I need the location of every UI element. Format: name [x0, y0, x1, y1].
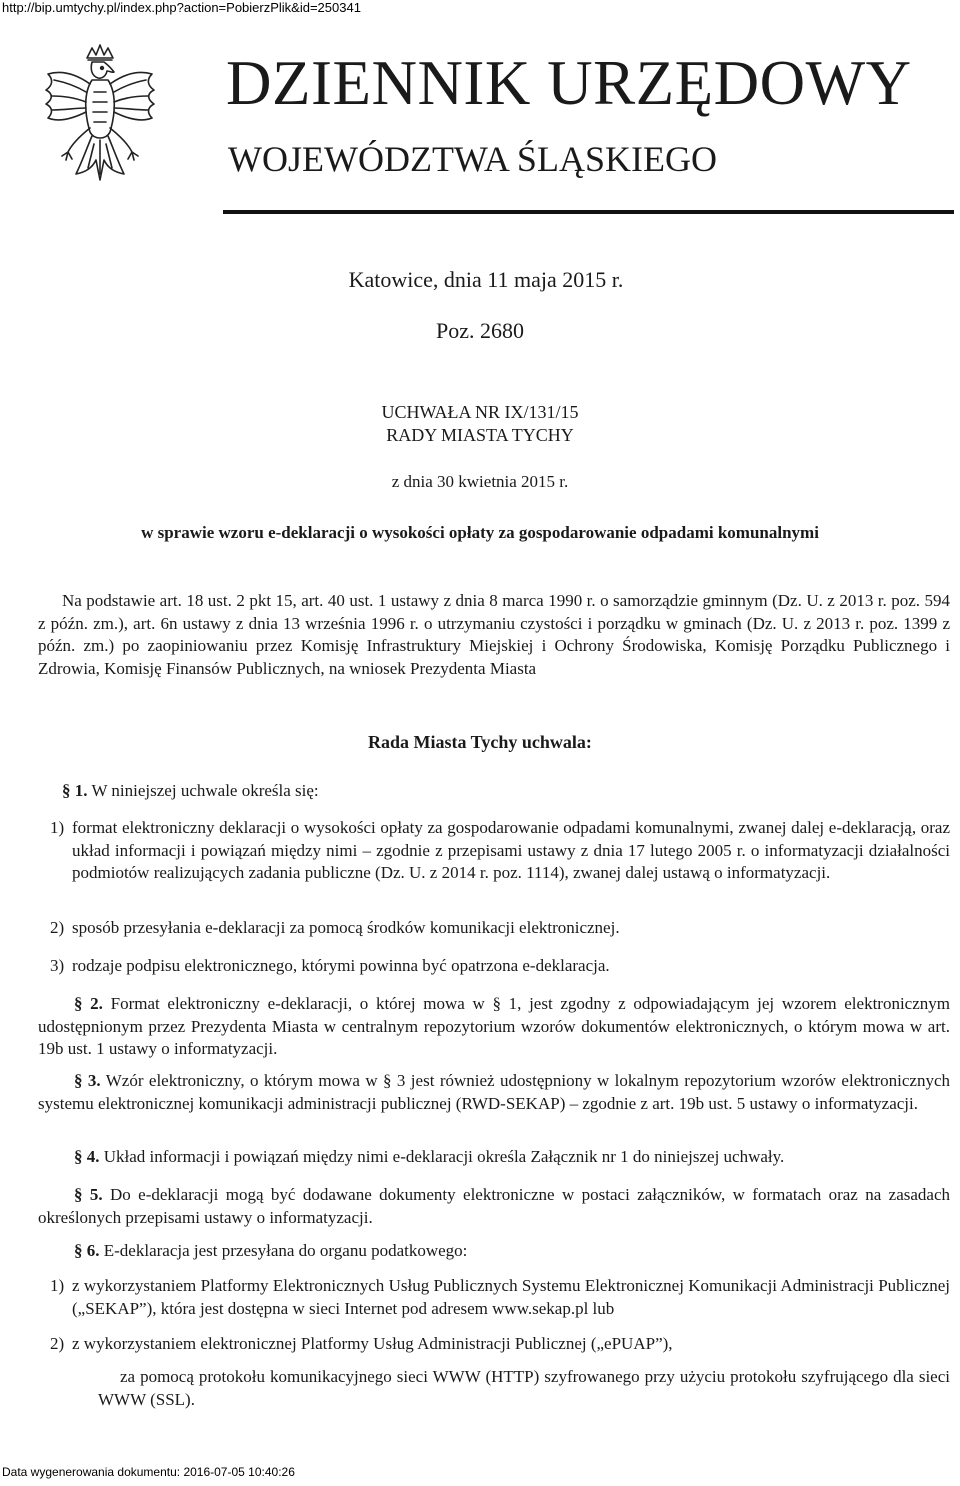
section-3 [38, 1070, 950, 1115]
journal-subtitle: WOJEWÓDZTWA ŚLĄSKIEGO [228, 139, 717, 179]
legal-basis: Na podstawie art. 18 ust. 2 pkt 15, art. 40 ust. 1 ustawy z dnia 8 marca 1990 r. o samorządzie gminnym (Dz. U. z 2013 r. poz. 594 z późn. zm.), art. 6n ustawy z dnia 13 września 1996 r. o utrzymaniu czystości i porządku w gminach (Dz. U. z 2013 r. poz. 1399 z późn. zm.) po zaopiniowaniu przez Komisję Infrastruktury Miejskiej i Ochrony Środowiska, Komisję Porządku Publicznego i Zdrowia, Komisję Finansów Publicznych, na wniosek Prezydenta Miasta [38, 591, 950, 678]
section-6-text: E-deklaracja jest przesyłana do organu podatkowego: [99, 1241, 468, 1260]
resolution-date: z dnia 30 kwietnia 2015 r. [391, 472, 569, 491]
resolution-subject: w sprawie wzoru e-deklaracji o wysokości opłaty za gospodarowanie odpadami komunalnymi [141, 523, 819, 542]
section-6 [38, 1240, 950, 1263]
section-6-continuation: za pomocą protokołu komunikacyjnego sieci WWW (HTTP) szyfrowanego przy użyciu protokołu szyfrującego dla sieci WWW (SSL). [98, 1367, 950, 1409]
journal-title: DZIENNIK URZĘDOWY [226, 48, 912, 118]
list-item [50, 817, 950, 885]
position-number: Poz. 2680 [436, 318, 524, 343]
source-url: http://bip.umtychy.pl/index.php?action=PobierzPlik&id=250341 [2, 0, 361, 15]
section-2 [38, 993, 950, 1061]
section-1-mark: § 1. [62, 781, 88, 800]
section-2-text: Format elektroniczny e-deklaracji, o której mowa w § 1, jest zgodny z odpowiadającym jej wzorem elektronicznym udostępnionym przez Prezydenta Miasta w centralnym repozytorium wzorów dokumentów elektronicznych, o którym mowa w art. 19b ust. 1 ustawy o informatyzacji. [38, 994, 950, 1058]
list-item [50, 1275, 950, 1320]
section-5-text: Do e-deklaracji mogą być dodawane dokumenty elektroniczne w postaci załączników, w formatach oraz na zasadach określonych przepisami ustawy o informatyzacji. [38, 1185, 951, 1227]
list-item [50, 917, 950, 940]
section-3-text: Wzór elektroniczny, o którym mowa w § 3 jest również udostępniony w lokalnym repozytorium wzorów elektronicznych systemu elektronicznej komunikacji administracji publicznej (RWD-SEKAP) – zgodnie z art. 19b ust. 5 ustawy o informatyzacji. [38, 1071, 950, 1113]
section-3-mark: § 3. [74, 1071, 101, 1090]
list-item-number: 1) [50, 818, 65, 837]
dateline: Katowice, dnia 11 maja 2015 r. [348, 267, 624, 292]
section-4-text: Układ informacji i powiązań między nimi e-deklaracji określa Załącznik nr 1 do niniejszej uchwały. [99, 1147, 785, 1166]
section-5-mark: § 5. [74, 1185, 103, 1204]
list-item [50, 955, 950, 978]
section-4-mark: § 4. [74, 1147, 100, 1166]
header-divider [223, 210, 954, 214]
list-item-text: z wykorzystaniem elektronicznej Platformy Usług Administracji Publicznej („ePUAP”), [72, 1334, 673, 1353]
list-item-number: 3) [50, 956, 65, 975]
list-item-text: format elektroniczny deklaracji o wysokości opłaty za gospodarowanie odpadami komunalnymi, zwanej dalej e-deklaracją, oraz układ informacji i powiązań między nimi – zgodnie z przepisami ustawy z dnia 17 lutego 2005 r. o informatyzacji działalności podmiotów realizujących zadania publiczne (Dz. U. z 2014 r. poz. 1114), zwanej dalej ustawą o informatyzacji. [72, 818, 950, 882]
list-item-text: sposób przesyłania e-deklaracji za pomocą środków komunikacji elektronicznej. [72, 918, 620, 937]
generation-date: Data wygenerowania dokumentu: 2016-07-05 10:40:26 [2, 1465, 295, 1479]
list-item-text: rodzaje podpisu elektronicznego, którymi powinna być opatrzona e-deklaracja. [72, 956, 610, 975]
resolution-title-line1: UCHWAŁA NR IX/131/15 [381, 402, 579, 422]
section-2-mark: § 2. [74, 994, 103, 1013]
resolution-title-line2: RADY MIASTA TYCHY [386, 425, 574, 445]
council-resolves: Rada Miasta Tychy uchwala: [368, 732, 592, 752]
section-4 [38, 1146, 950, 1169]
list-item-text: z wykorzystaniem Platformy Elektronicznych Usług Publicznych Systemu Elektronicznej Komunikacji Administracji Publicznej („SEKAP”), która jest dostępna w sieci Internet pod adresem www.sekap.pl lub [72, 1276, 950, 1318]
section-6-mark: § 6. [74, 1241, 100, 1260]
list-item-number: 2) [50, 1334, 65, 1353]
list-item-number: 1) [50, 1276, 65, 1295]
list-item-number: 2) [50, 918, 65, 937]
list-item [50, 1333, 950, 1356]
section-1-text: W niniejszej uchwale określa się: [87, 781, 319, 800]
section-5 [38, 1184, 950, 1229]
polish-eagle-emblem [40, 40, 160, 200]
section-1 [62, 781, 319, 801]
